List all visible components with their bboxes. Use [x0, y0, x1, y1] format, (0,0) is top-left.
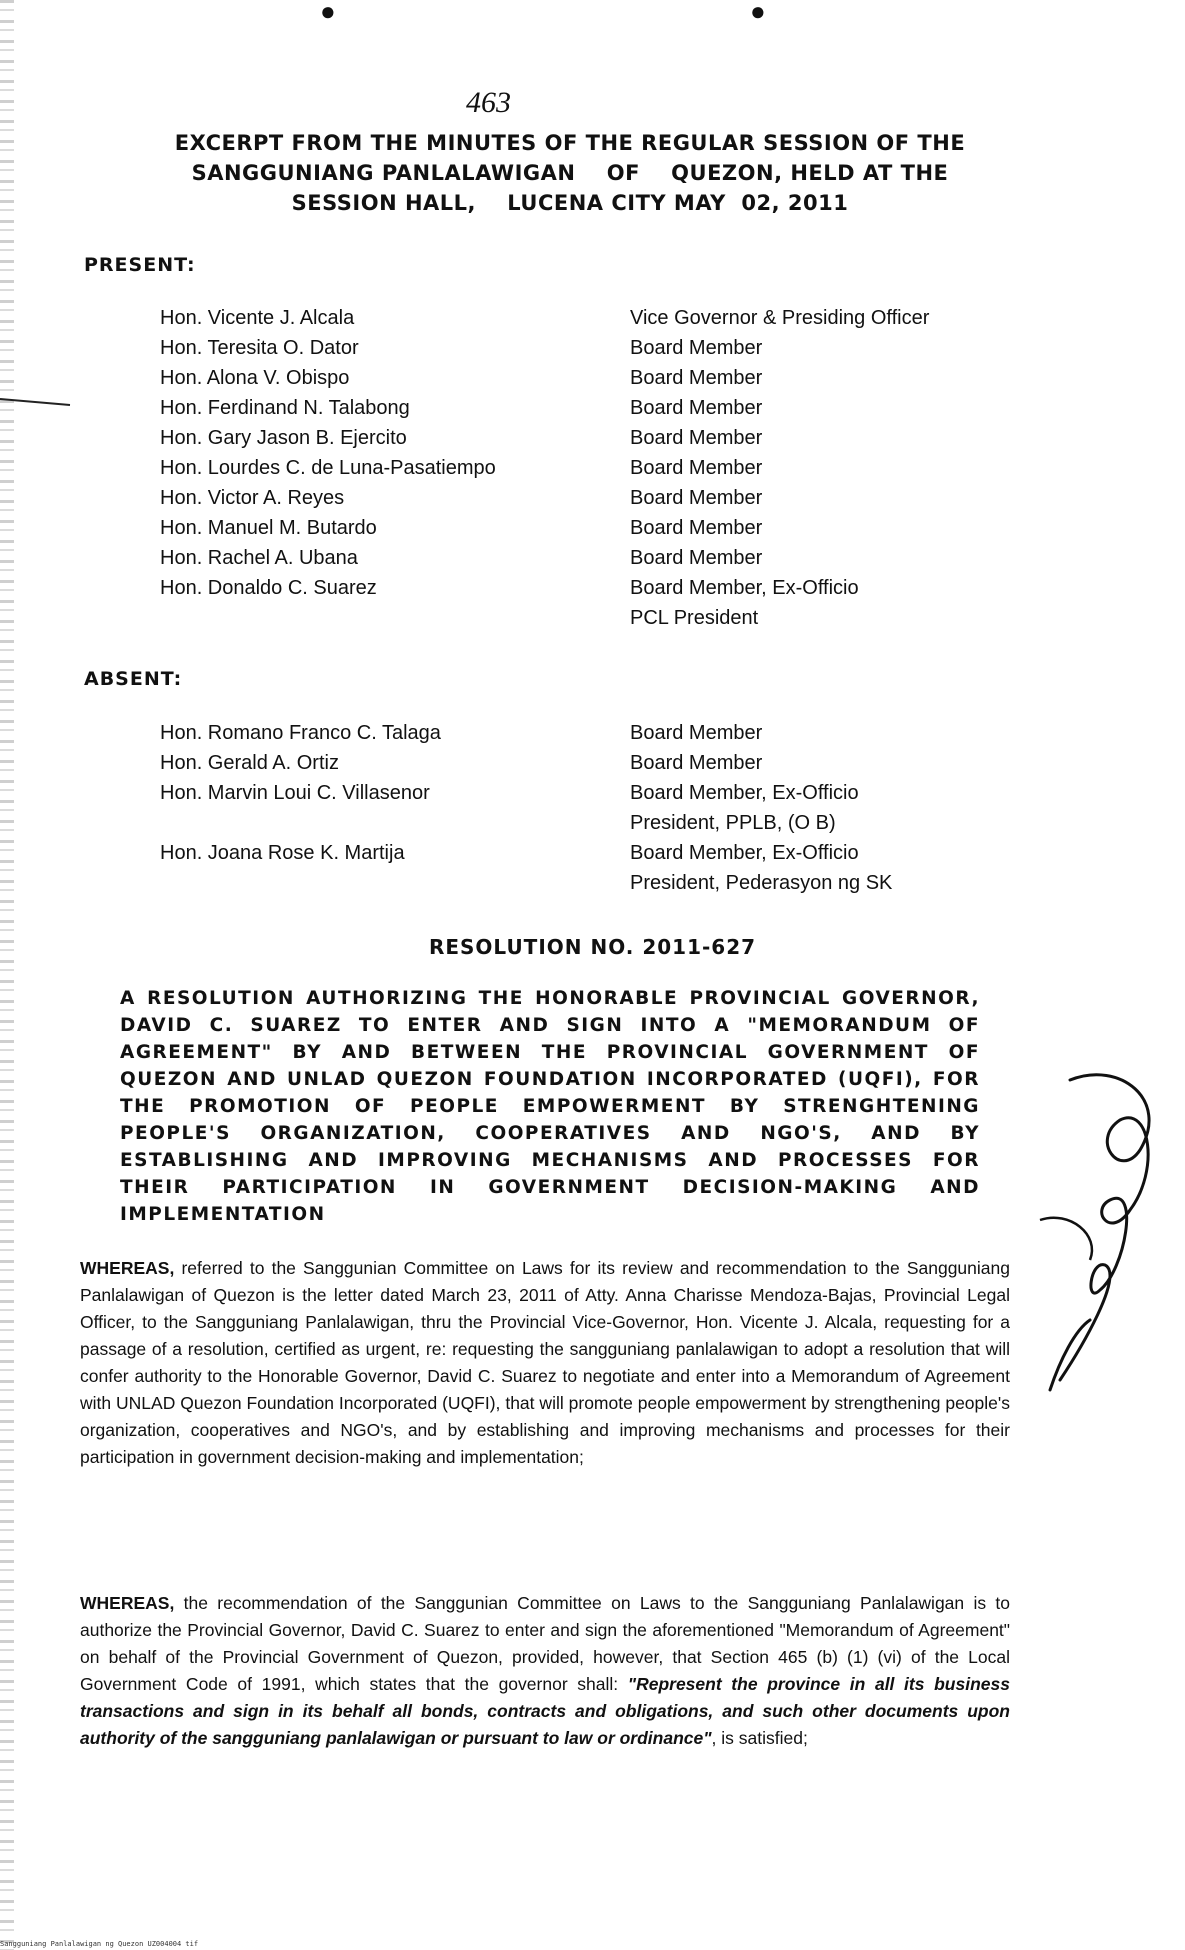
- member-name: Hon. Ferdinand N. Talabong: [160, 397, 410, 419]
- member-role: Board Member: [630, 457, 763, 479]
- member-role: Vice Governor & Presiding Officer: [630, 307, 930, 329]
- document-header: [120, 128, 1020, 218]
- member-role: Board Member: [630, 517, 763, 539]
- scan-edge-artifact: [0, 0, 14, 1950]
- absent-member: [160, 718, 1010, 748]
- whereas-paragraph-1: [80, 1255, 1010, 1471]
- present-member: [160, 573, 1010, 633]
- whereas-text: the recommendation of the Sanggunian Committee on Laws to the Sangguniang Panlalawigan is to authorize the Provincial Governor, David C. Suarez to enter and sign the aforementioned "Memorandum of Agreement" on behalf of the Provincial Government of Quezon, provided, however, that Section 465 (b) (1) (vi) of the Local Government Code of 1991, which states that the governor shall:: [80, 1593, 1010, 1694]
- member-role: Board Member: [630, 547, 763, 569]
- whereas-lead: WHEREAS,: [80, 1593, 175, 1613]
- header-line-1: EXCERPT FROM THE MINUTES OF THE REGULAR SESSION OF THE: [174, 131, 966, 155]
- member-name: Hon. Romano Franco C. Talaga: [160, 722, 441, 744]
- absent-member: [160, 778, 1010, 838]
- present-label: PRESENT:: [84, 254, 196, 276]
- member-role: Board Member: [630, 397, 763, 419]
- member-role-line-2: PCL President: [630, 607, 759, 629]
- resolution-number: RESOLUTION NO. 2011-627: [428, 935, 757, 959]
- page-number: 463: [466, 86, 511, 119]
- absent-member: [160, 838, 1010, 898]
- present-member: [160, 303, 1010, 333]
- member-role-line-1: Board Member, Ex-Officio: [630, 842, 859, 864]
- member-name: Hon. Vicente J. Alcala: [160, 307, 355, 329]
- member-role: [630, 838, 1010, 898]
- scan-mark: [0, 395, 75, 409]
- present-member: [160, 513, 1010, 543]
- whereas-lead: WHEREAS,: [80, 1258, 175, 1278]
- header-line-2: SANGGUNIANG PANLALAWIGAN OF QUEZON, HELD AT THE: [191, 161, 949, 185]
- present-member: [160, 483, 1010, 513]
- member-name: Hon. Alona V. Obispo: [160, 367, 350, 389]
- present-member: [160, 363, 1010, 393]
- document-page: ● ● 463 EXCERPT FROM THE MINUTES OF THE REGULAR SESSION OF THE SANGGUNIANG PANLALAWIGAN OF QUEZON, HELD AT THE SESSION HALL, LUCENA CITY MAY 02, 2011 PRESENT: Hon. Vicente J. Alcala Vice Governor & Presiding Officer Hon. Teresita O. Dator Board Member Hon. Alona V. Obispo Board Member Hon. Ferdinand N. Talabong Board Member Hon. Gary Jason B. Ejercito Board Member Hon. Lourdes C. de Luna-Pasatiempo Board Member Hon. Victor A. Reyes Board Member Hon. Manuel M. Butardo Board Member Hon. Rachel A. Ubana Board Member Hon. Donaldo C. Suarez Board Member, Ex-Officio PCL President ABSENT: Hon. Romano Franco C. Talaga Board Member Hon. Gerald A. Ortiz Board Member Hon. Marvin Loui C. Villasenor Board Member, Ex-Officio President, PPLB, (O B) Hon. Joana Rose K. Martija Board Member, Ex-Officio President, Pederasyon ng SK RESOLUTION NO. 2011-627 A RESOLUTION AUTHORIZING THE HONORABLE PROVINCIAL GOVERNOR, DAVID C. SUAREZ TO ENTER AND SIGN INTO A "MEMORANDUM OF AGREEMENT" BY AND BETWEEN THE PROVINCIAL GOVERNMENT OF QUEZON AND UNLAD QUEZON FOUNDATION INCORPORATED (UQFI), FOR THE PROMOTION OF PEOPLE EMPOWERMENT BY STRENGHTENING PEOPLE'S ORGANIZATION, COOPERATIVES AND NGO'S, AND BY ESTABLISHING AND IMPROVING MECHANISMS AND PROCESSES FOR THEIR PARTICIPATION IN GOVERNMENT DECISION-MAKING AND IMPLEMENTATION WHEREAS, referred to the Sanggunian Committee on Laws for its review and recommendation to the Sangguniang Panlalawigan of Quezon is the letter dated March 23, 2011 of Atty. Anna Charisse Mendoza-Bajas, Provincial Legal Officer, to the Sangguniang Panlalawigan, thru the Provincial Vice-Governor, Hon. Vicente J. Alcala, requesting for a passage of a resolution, certified as urgent, re: requesting the sangguniang panlalawigan to adopt a resolution that will confer authority to the Honorable Governor, David C. Suarez to negotiate and enter into a Memorandum of Agreement with UNLAD Quezon Foundation Incorporated (UQFI), that will promote people empowerment by strengthening people's organization, cooperatives and NGO's, and by establishing and improving mechanisms and processes for their participation in government decision-making and implementation; WHEREAS, the recommendation of the Sanggunian Committee on Laws to the Sangguniang Panlalawigan is to authorize the Provincial Governor, David C. Suarez to enter and sign the aforementioned "Memorandum of Agreement" on behalf of the Provincial Government of Quezon, provided, however, that Section 465 (b) (1) (vi) of the Local Government Code of 1991, which states that the governor shall: "Represent the province in all its business transactions and sign in its behalf all bonds, contracts and obligations, and such other documents upon authority of the sangguniang panlalawigan or pursuant to law or ordinance", is satisfied; Sangguniang Panlalawigan ng Quezon UZ004004 tif: [0, 0, 1185, 1950]
- member-name: Hon. Marvin Loui C. Villasenor: [160, 782, 430, 804]
- member-name: Hon. Manuel M. Butardo: [160, 517, 377, 539]
- member-role: Board Member: [630, 722, 763, 744]
- present-member: [160, 393, 1010, 423]
- header-line-3: SESSION HALL, LUCENA CITY MAY 02, 2011: [291, 191, 849, 215]
- member-name: Hon. Donaldo C. Suarez: [160, 577, 377, 599]
- member-role-line-2: President, PPLB, (O B): [630, 812, 836, 834]
- present-member: [160, 423, 1010, 453]
- member-name: Hon. Victor A. Reyes: [160, 487, 345, 509]
- code-quote: "Represent the province in all its business transactions and sign in its behalf all bonds, contracts and obligations, and such other documents upon authority of the sangguniang panlalawigan or pursuant to law or ordinance": [80, 1674, 1010, 1748]
- member-name: Hon. Lourdes C. de Luna-Pasatiempo: [160, 457, 496, 479]
- resolution-title: A RESOLUTION AUTHORIZING THE HONORABLE PROVINCIAL GOVERNOR, DAVID C. SUAREZ TO ENTER AND SIGN INTO A "MEMORANDUM OF AGREEMENT" BY AND BETWEEN THE PROVINCIAL GOVERNMENT OF QUEZON AND UNLAD QUEZON FOUNDATION INCORPORATED (UQFI), FOR THE PROMOTION OF PEOPLE EMPOWERMENT BY STRENGHTENING PEOPLE'S ORGANIZATION, COOPERATIVES AND NGO'S, AND BY ESTABLISHING AND IMPROVING MECHANISMS AND PROCESSES FOR THEIR PARTICIPATION IN GOVERNMENT DECISION-MAKING AND IMPLEMENTATION: [120, 988, 980, 1225]
- present-member: [160, 453, 1010, 483]
- member-name: Hon. Rachel A. Ubana: [160, 547, 358, 569]
- member-role: Board Member: [630, 367, 763, 389]
- member-role: [630, 778, 1010, 838]
- absent-member: [160, 748, 1010, 778]
- member-name: Hon. Gary Jason B. Ejercito: [160, 427, 407, 449]
- absent-list: [160, 718, 1010, 898]
- present-member: [160, 543, 1010, 573]
- present-member: [160, 333, 1010, 363]
- whereas-text: referred to the Sanggunian Committee on Laws for its review and recommendation to the Sangguniang Panlalawigan of Quezon is the letter dated March 23, 2011 of Atty. Anna Charisse Mendoza-Bajas, Provincial Legal Officer, to the Sangguniang Panlalawigan, thru the Provincial Vice-Governor, Hon. Vicente J. Alcala, requesting for a passage of a resolution, certified as urgent, re: requesting the sangguniang panlalawigan to adopt a resolution that will confer authority to the Honorable Governor, David C. Suarez to negotiate and enter into a Memorandum of Agreement with UNLAD Quezon Foundation Incorporated (UQFI), that will promote people empowerment by strengthening people's organization, cooperatives and NGO's, and by establishing and improving mechanisms and processes for their participation in government decision-making and implementation;: [80, 1258, 1010, 1467]
- member-name: Hon. Gerald A. Ortiz: [160, 752, 339, 774]
- present-list: [160, 303, 1010, 633]
- member-role: [630, 573, 1010, 633]
- member-role-line-1: Board Member, Ex-Officio: [630, 782, 859, 804]
- member-role: Board Member: [630, 337, 763, 359]
- whereas-paragraph-2: [80, 1590, 1010, 1752]
- signature-mark: [1030, 1060, 1180, 1400]
- member-role: Board Member: [630, 487, 763, 509]
- whereas-tail: , is satisfied;: [711, 1728, 808, 1748]
- footer-file-label: Sangguniang Panlalawigan ng Quezon UZ004004 tif: [0, 1940, 199, 1948]
- member-role-line-2: President, Pederasyon ng SK: [630, 872, 893, 894]
- member-role: Board Member: [630, 752, 763, 774]
- absent-label: ABSENT:: [84, 668, 183, 690]
- member-name: Hon. Joana Rose K. Martija: [160, 842, 405, 864]
- member-role-line-1: Board Member, Ex-Officio: [630, 577, 859, 599]
- member-name: Hon. Teresita O. Dator: [160, 337, 359, 359]
- member-role: Board Member: [630, 427, 763, 449]
